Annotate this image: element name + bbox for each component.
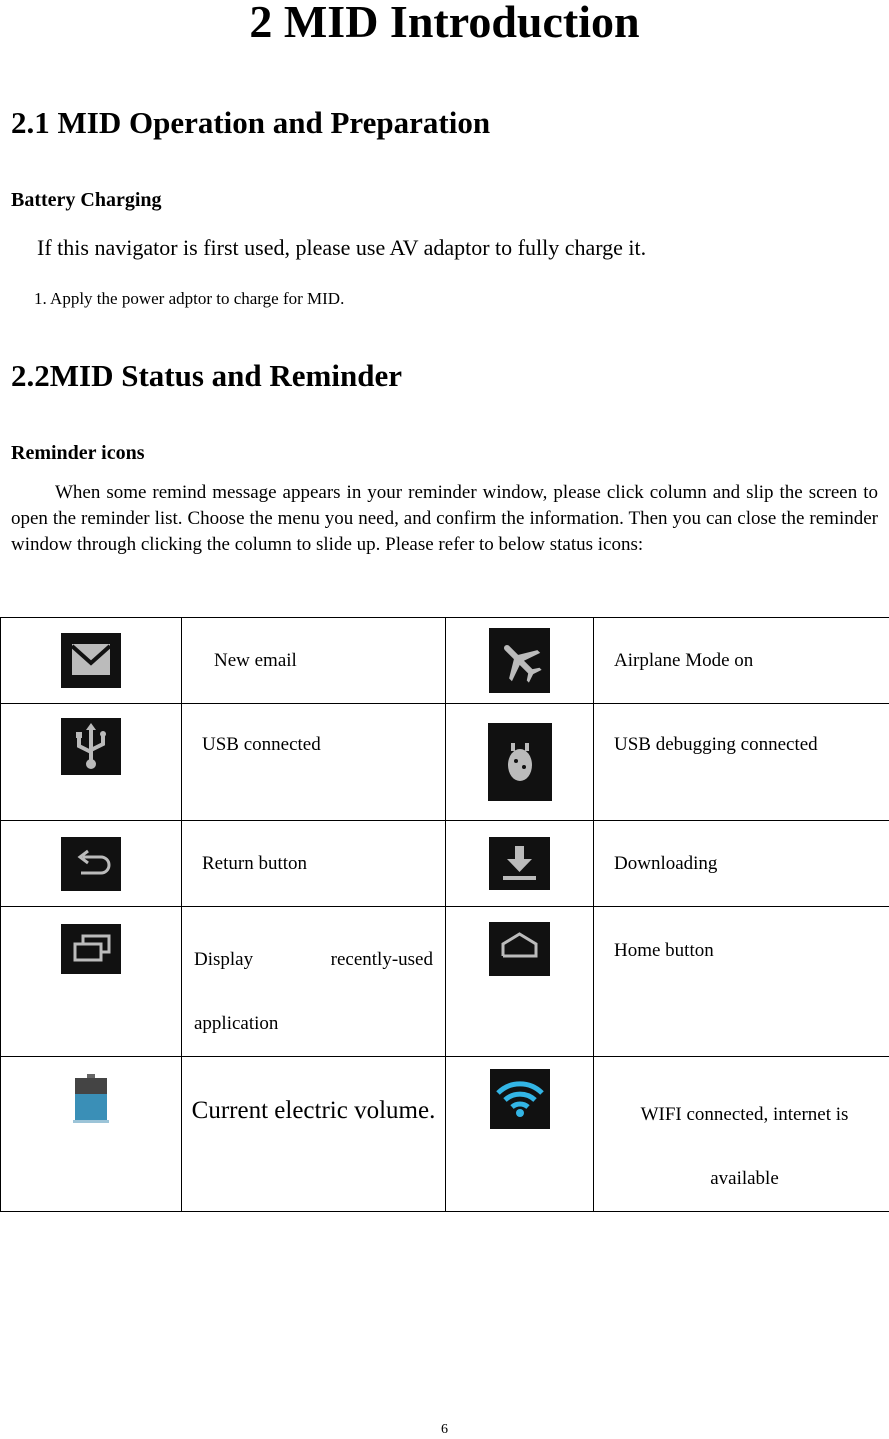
usb-icon (61, 718, 121, 775)
status-icons-table (0, 617, 889, 1212)
section-heading-operation: 2.1 MID Operation and Preparation (11, 105, 491, 140)
table-label: Airplane Mode on (594, 618, 889, 704)
wifi-icon (490, 1069, 550, 1129)
email-icon (61, 633, 121, 688)
table-label: USB debugging connected (594, 704, 889, 821)
table-row (1, 821, 889, 907)
icon-cell (446, 1057, 594, 1212)
reminder-paragraph: When some remind message appears in your reminder window, please click column and slip the screen to open the reminder list. Choose the menu you need, and confirm the information. Then you can close the reminder window through clicking the column to slide up. Please refer to below status icons: (11, 482, 878, 555)
icon-cell (1, 618, 182, 704)
icon-cell (1, 1057, 182, 1212)
return-icon (61, 837, 121, 891)
battery-charging-heading: Battery Charging (11, 189, 162, 211)
airplane-icon (489, 628, 550, 693)
icon-cell (1, 907, 182, 1057)
table-label: New email (182, 618, 446, 704)
icon-cell (446, 704, 594, 821)
table-row (1, 1057, 889, 1212)
table-label: Current electric volume. (182, 1057, 446, 1212)
icon-cell (446, 821, 594, 907)
reminder-icons-heading: Reminder icons (11, 442, 145, 464)
icon-cell (446, 618, 594, 704)
download-icon (489, 837, 550, 890)
battery-charging-text: If this navigator is first used, please use AV adaptor to fully charge it. (37, 235, 647, 260)
battery-icon (73, 1074, 109, 1124)
recent-apps-icon (61, 924, 121, 974)
page-number: 6 (441, 1422, 448, 1437)
table-label: Display recently-used application (182, 907, 446, 1057)
section-heading-status: 2.2MID Status and Reminder (11, 358, 402, 393)
table-label: Home button (594, 907, 889, 1057)
usb-debugging-icon (488, 723, 552, 801)
table-row (1, 618, 889, 704)
table-label: WIFI connected, internet is available (594, 1057, 889, 1212)
icon-cell (1, 821, 182, 907)
apply-power-step: 1. Apply the power adptor to charge for MID. (34, 289, 345, 308)
table-label: USB connected (182, 704, 446, 821)
table-row (1, 704, 889, 821)
icon-cell (446, 907, 594, 1057)
table-row (1, 907, 889, 1057)
table-label: Downloading (594, 821, 889, 907)
page-title: 2 MID Introduction (249, 0, 640, 47)
table-label: Return button (182, 821, 446, 907)
home-icon (489, 922, 550, 976)
icon-cell (1, 704, 182, 821)
